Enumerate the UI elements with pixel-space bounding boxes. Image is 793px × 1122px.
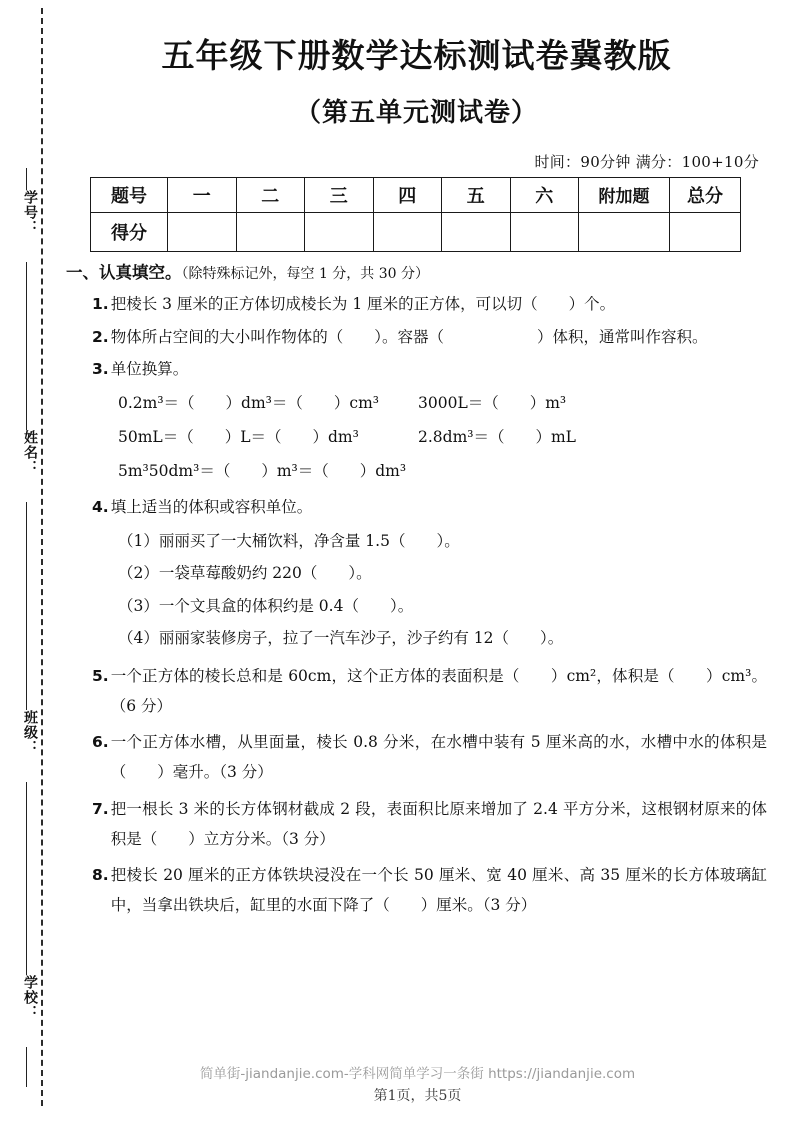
question-7-number: 7.: [92, 799, 109, 818]
score-cell-4[interactable]: [373, 212, 442, 251]
question-4-sub-2: （2）一袋草莓酸奶约 220（ ）。: [118, 564, 372, 583]
margin-rule-5: [26, 1047, 27, 1087]
score-table-col-2: 二: [236, 177, 305, 212]
score-table-col-6: 六: [510, 177, 579, 212]
question-7: [66, 794, 767, 854]
question-7-text: 把一根长 3 米的长方体钢材截成 2 段，表面积比原来增加了 2.4 平方分米，这根钢材原来的体积是（ ）立方分米。（3 分）: [110, 799, 767, 848]
question-6-number: 6.: [92, 733, 109, 752]
question-3-conversion-row-1: [66, 386, 767, 420]
binding-margin-strip: [0, 0, 62, 1122]
conversion-3-left: 5m³50dm³＝（ ）m³＝（ ）dm³: [118, 462, 407, 481]
question-8-text: 把棱长 20 厘米的正方体铁块浸没在一个长 50 厘米、宽 40 厘米、高 35 厘米的长方体玻璃缸中，当拿出铁块后，缸里的水面下降了（ ）厘米。（3 分）: [110, 866, 767, 915]
question-3-conversion-row-2: [66, 420, 767, 454]
question-3-text: 单位换算。: [110, 359, 189, 378]
score-table-col-bonus: 附加题: [579, 177, 670, 212]
question-6-text: 一个正方体水槽，从里面量，棱长 0.8 分米，在水槽中装有 5 厘米高的水，水槽中水的体积是（ ）毫升。（3 分）: [110, 733, 767, 782]
question-4-sub-1: （1）丽丽买了一大桶饮料，净含量 1.5（ ）。: [118, 531, 460, 550]
question-3-conversion-row-3: [66, 454, 767, 488]
conversion-1-left: 0.2m³＝（ ）dm³＝（ ）cm³: [118, 394, 379, 412]
margin-label-student-number: 学号：: [22, 190, 38, 235]
question-1: [66, 289, 767, 319]
question-4-sub-4: （4）丽丽家装修房子，拉了一汽车沙子，沙子约有 12（ ）。: [118, 629, 564, 648]
conversion-2-left: 50mL＝（ ）L＝（ ）dm³: [118, 428, 359, 447]
score-table-col-1: 一: [168, 177, 237, 212]
page-subtitle: （第五单元测试卷）: [294, 97, 538, 128]
question-5: [66, 661, 767, 721]
question-3-number: 3.: [92, 359, 109, 378]
score-table-col-4: 四: [373, 177, 442, 212]
score-cell-3[interactable]: [305, 212, 374, 251]
question-4: [66, 492, 767, 522]
question-5-text: 一个正方体的棱长总和是 60cm，这个正方体的表面积是（ ）cm²，体积是（ ）cm³。（6 分）: [110, 666, 767, 715]
question-4-sub-3: （3）一个文具盒的体积约是 0.4（ ）。: [118, 596, 414, 615]
score-table-col-3: 三: [305, 177, 374, 212]
questions-content: [62, 261, 793, 921]
score-table: [90, 177, 741, 252]
score-table-col-total: 总分: [670, 177, 741, 212]
section-heading: [66, 261, 767, 286]
score-cell-total[interactable]: [670, 212, 741, 251]
page-title: 五年级下册数学达标测试卷冀教版: [161, 36, 672, 75]
question-2: [66, 322, 767, 352]
page-footer: [62, 1062, 793, 1105]
question-3: [66, 354, 767, 384]
fold-dashed-line: [41, 8, 43, 1106]
question-8: [66, 860, 767, 920]
question-4-text: 填上适当的体积或容积单位。: [110, 498, 313, 517]
score-cell-6[interactable]: [510, 212, 579, 251]
margin-rule-2: [26, 262, 27, 430]
score-cell-bonus[interactable]: [579, 212, 670, 251]
margin-label-school: 学校：: [22, 975, 38, 1020]
margin-rule-4: [26, 782, 27, 975]
score-table-row-label-0: 题号: [91, 177, 168, 212]
section-note: （除特殊标记外，每空 1 分，共 30 分）: [181, 265, 430, 282]
question-1-number: 1.: [92, 295, 109, 314]
margin-label-class: 班级：: [22, 710, 38, 755]
margin-label-name: 姓名：: [22, 430, 38, 475]
watermark-text: 简单街-jiandanjie.com-学科网简单学习一条街 https://jiandanjie.com: [199, 1066, 636, 1082]
question-2-text: 物体所占空间的大小叫作物体的（ ）。容器（ ）体积，通常叫作容积。: [110, 327, 708, 346]
question-6: [66, 727, 767, 787]
margin-rule-3: [26, 502, 27, 710]
table-row-score: [91, 212, 741, 251]
exam-page: [62, 0, 793, 1122]
question-5-number: 5.: [92, 666, 109, 685]
question-8-number: 8.: [92, 866, 109, 884]
conversion-2-right: 2.8dm³＝（ ）mL: [418, 428, 576, 447]
score-table-col-5: 五: [442, 177, 511, 212]
margin-rule-1: [26, 168, 27, 190]
exam-meta-info: 时间：90分钟 满分：100+10分: [534, 152, 759, 171]
score-cell-1[interactable]: [168, 212, 237, 251]
conversion-1-right: 3000L＝（ ）m³: [418, 394, 567, 412]
section-title: 一、认真填空。: [66, 262, 182, 282]
score-table-row-label-1: 得分: [91, 212, 168, 251]
score-cell-2[interactable]: [236, 212, 305, 251]
question-4-number: 4.: [92, 498, 109, 517]
question-1-text: 把棱长 3 厘米的正方体切成棱长为 1 厘米的正方体，可以切（ ）个。: [110, 295, 616, 314]
question-2-number: 2.: [92, 327, 109, 346]
page-number: 第1页，共5页: [373, 1088, 462, 1104]
score-cell-5[interactable]: [442, 212, 511, 251]
table-row-header: [91, 177, 741, 212]
